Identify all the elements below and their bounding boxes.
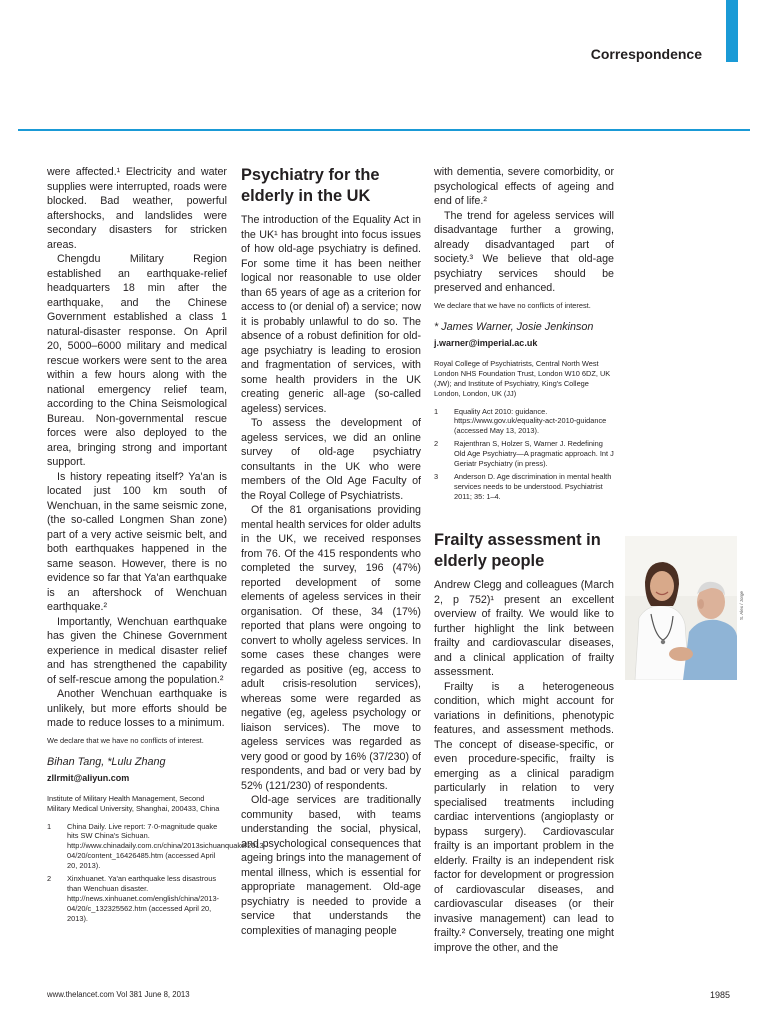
reference-list [434,407,614,502]
reference-item [434,439,614,469]
body-paragraph: The trend for ageless services will disadvantage further a growing, already disadvantaged part of society.³ We believe that old-age psychiatry services should be preserved and enhanced. [434,209,614,294]
column-3-lower [434,530,614,955]
reference-text: China Daily. Live report: 7·0-magnitude quake hits SW China's Sichuan. http://www.chinadaily.com.cn/china/2013sichuanquake/2013-04/20/content_16426485.htm (accessed April 20, 2013). [67,821,267,871]
reference-item [47,874,227,924]
article-title: Psychiatry for the elderly in the UK [241,166,380,205]
body-paragraph: Frailty is a heterogeneous condition, which might account for variations in definitions, phenotypic features, and assessment methods. The concept of disease-specific, or even procedure-specific, frailty is emerging as a clinical paradigm particularly in relation to very specialised treatments including cardiac interventions (angioplasty or bypass surgery). Cardiovascular frailty is an important problem in the elderly. Frailty is an independent risk factor for development or progression of cardiovascular diseases, and cardiovascular diseases (or their invasive management) can lead to frailty.² Conversely, treating one might improve the other, and the [434,680,614,954]
body-paragraph: with dementia, severe comorbidity, or psychological effects of ageing and end of life.² [434,166,614,207]
reference-text: Rajenthran S, Holzer S, Warner J. Redefining Old Age Psychiatry—A pragmatic approach. Int J Geriatr Psychiatry (in press). [454,439,614,469]
body-paragraph: The introduction of the Equality Act in the UK¹ has brought into focus issues of how old-age psychiatry is defined. For some time it has been neither logical nor reasonable to use older than 65 years of age as a criterion for access to (or denial of) a service; now it is probably unlawful to do so. The absence of a robust definition for old-age psychiatry is leading to erosion and fragmentation of services, with some health providers in the UK creating generic all-age (so-called ageless) services. [241,214,421,415]
body-paragraph: Old-age services are traditionally community based, with teams understanding the social, physical, and psychological consequences that ageing brings into the management of mental illness, which is essential for appropriate management. Old-age psychiatry is needed to provide a service that understands the complexities of managing people [241,794,421,937]
article-title: Frailty assessment in elderly people [434,531,601,570]
doctor-patient-photo [625,536,737,680]
author-email[interactable]: j.warner@imperial.ac.uk [434,338,538,348]
reference-number: 2 [47,874,52,884]
body-paragraph: Is history repeating itself? Ya'an is located just 100 km south of Wenchuan, in the same seismic zone, (the so-called Longmen Shan zone) part of a very active seismic belt, and both earthquakes happened in the same season. However, there is no evidence so far that Ya'an earthquake is an aftershock of Wenchuan earthquake.² [47,470,227,613]
reference-text: Anderson D. Age discrimination in mental health services needs to be understood. Psychiatrist 2011; 35: 1–4. [454,471,612,501]
body-paragraph: were affected.¹ Electricity and water supplies were interrupted, roads were blocked. Bad weather, powerful aftershocks, and landslides were secondary disasters for stricken areas. [47,166,227,251]
reference-text: Equality Act 2010: guidance. https://www.gov.uk/equality-act-2010-guidance (accessed May 13, 2013). [454,406,607,436]
column-3 [434,165,614,505]
column-1 [47,165,267,927]
reference-number: 3 [434,471,439,481]
reference-number: 1 [47,821,52,831]
author-email[interactable]: zllrmit@aliyun.com [47,773,130,783]
photo-credit: S. Alex / Jorge [739,590,744,620]
author-affiliation: Institute of Military Health Management, Second Military Medical University, Shanghai, 200433, China [47,793,220,813]
reference-item [47,821,267,872]
reference-number: 1 [434,406,439,416]
footer-journal-info: www.thelancet.com Vol 381 June 8, 2013 [47,990,190,999]
page-number: 1985 [709,990,730,1000]
reference-text: Xinxhuanet. Ya'an earthquake less disastrous than Wenchuan disaster. http://news.xinhuanet.com/english/china/2013-04/20/c_132325562.htm (accessed April 20, 2013). [67,874,220,923]
body-paragraph: Importantly, Wenchuan earthquake has given the Chinese Government experience in medical disaster relief and has strengthened the capability of self-rescue among the population.² [47,615,227,686]
column-2 [241,165,421,938]
reference-item [434,472,614,502]
author-affiliation: Royal College of Psychiatrists, Central North West London NHS Foundation Trust, London W10 6DZ, UK (JW); and Institute of Psychiatry, King's College London, London, UK (JJ) [434,358,611,398]
conflict-statement: We declare that we have no conflicts of interest. [434,300,591,310]
accent-bar [726,0,738,62]
body-paragraph: To assess the development of ageless services, we did an online survey of old-age psychiatry consultants in the UK who were members of the Old Age Faculty of the Royal College of Psychiatrists. [241,417,421,502]
reference-item [434,407,614,437]
photo-illustration [625,536,737,680]
body-paragraph: Of the 81 organisations providing mental health services for older adults in the UK, we received responses from 76. Of the 415 respondents who completed the survey, 196 (47%) reported development of some elements of ageless services in their organisation. Of these, 34 (17%) reported that plans were ongoing to convert to wholly ageless services. In some cases these changes were regarded as positive (eg, access to adult crisis-resolution services), whereas some were regarded as negative (eg, ageless psychology or liaison services). The move to ageless services was regarded as very good or good by 16% (37/230) of respondents, and bad or very bad by 52% (121/230) of respondents. [241,504,421,792]
reference-number: 2 [434,439,439,449]
reference-list [47,821,267,924]
section-label: Correspondence [590,46,702,62]
conflict-statement: We declare that we have no conflicts of interest. [47,735,204,745]
author-names: * James Warner, Josie Jenkinson [434,320,594,333]
header-rule [18,129,750,131]
body-paragraph: Andrew Clegg and colleagues (March 2, p 752)¹ present an excellent overview of frailty. We would like to further highlight the link between frailty and cardiovascular diseases, and a clinical application of frailty assessment. [434,579,614,678]
body-paragraph: Another Wenchuan earthquake is unlikely, but more efforts should be made to reduce losses to a minimum. [47,688,227,729]
body-paragraph: Chengdu Military Region established an earthquake-relief headquarters 18 min after the earthquake, and the Chinese Government established a class 1 natural-disaster response. On April 20, 5000–6000 military and medical rescue workers were sent to the area within a few hours along with the national emergency relief team, according to the China Seismological Bureau. Non-governmental rescue forces were also deployed to the area, bringing strong and important support. [47,253,227,468]
author-names: Bihan Tang, *Lulu Zhang [47,755,166,768]
